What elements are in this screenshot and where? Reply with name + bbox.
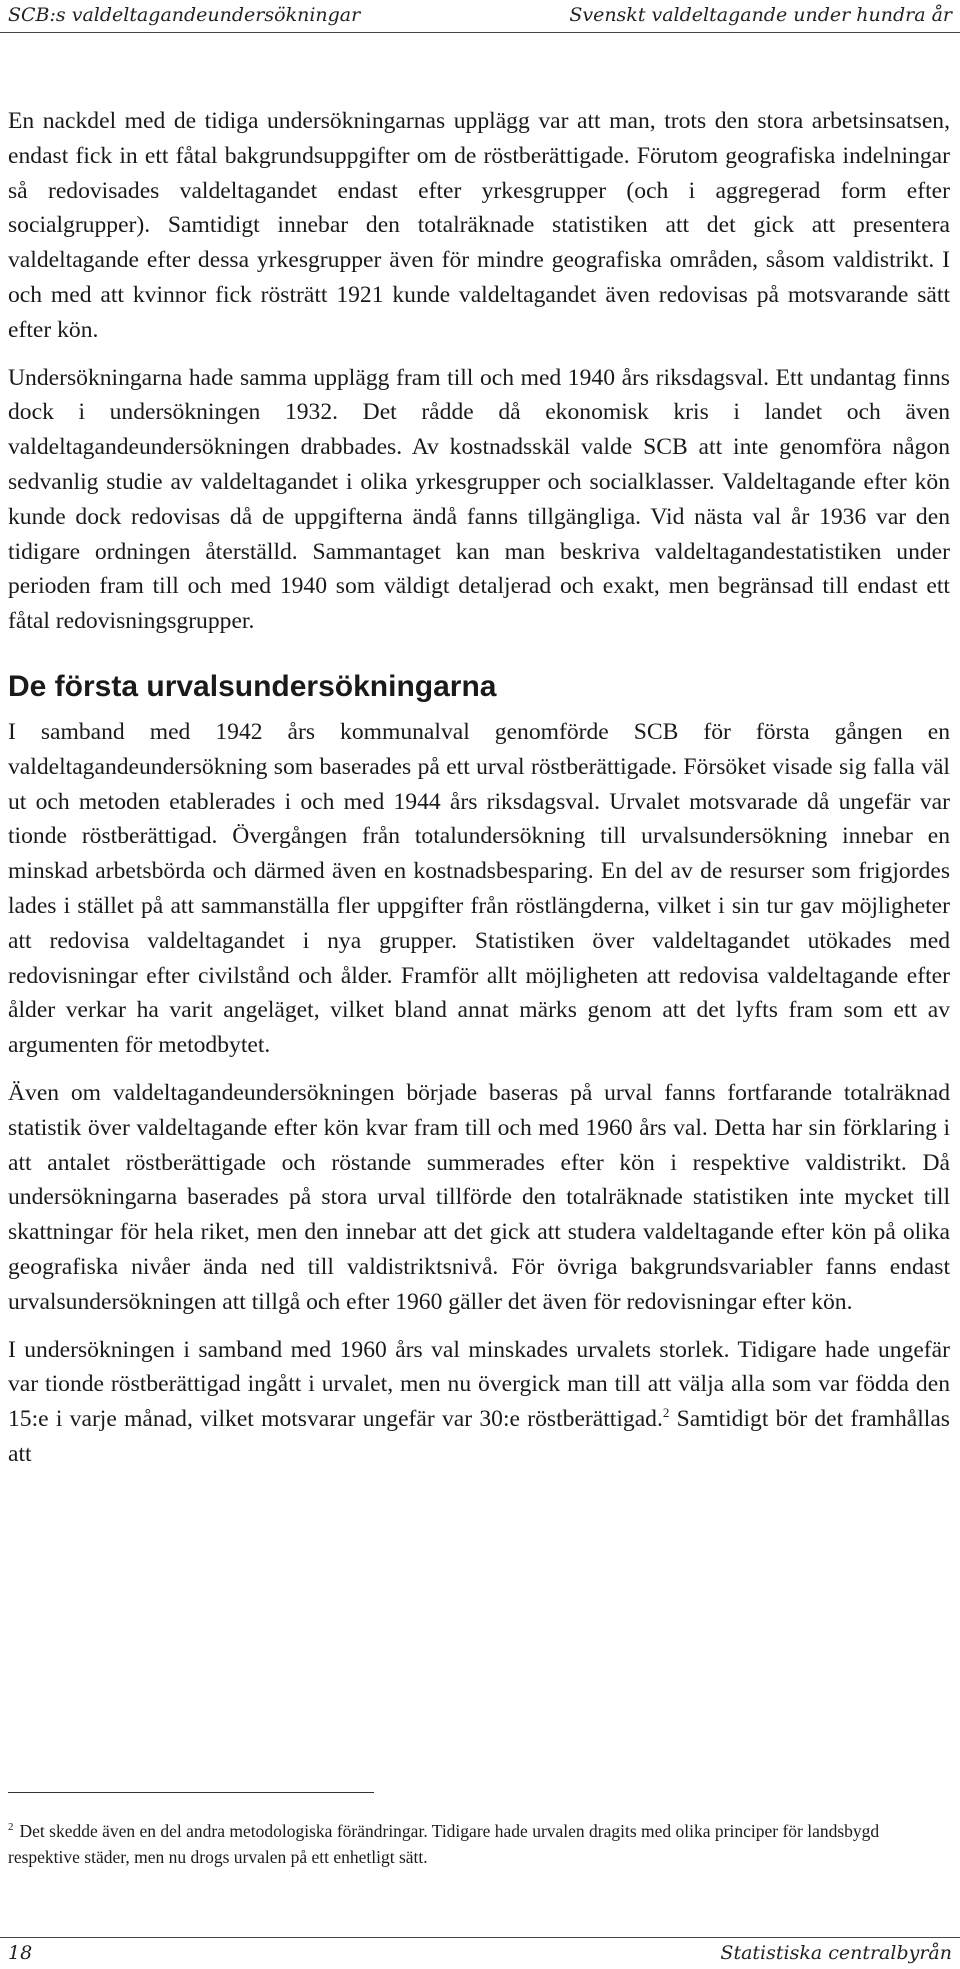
page-number: 18 [8, 1942, 33, 1964]
paragraph-3: I samband med 1942 års kommunalval genomförde SCB för första gången en valdeltagandeundersökning som baserades på ett urval röstberättigade. Försöket visade sig falla väl ut och metoden etablerades i och med 1944 års riksdagsval. Urvalet motsvarade då ungefär var tionde röstberättigad. Övergången från totalundersökning till urvalsundersökning innebar en minskad arbetsbörda och därmed även en kostnadsbesparing. En del av de resurser som frigjordes lades i stället på att sammanställa fler uppgifter från röstlängderna, vilket i sin tur gav möjligheter att redovisa valdeltagandet i nya grupper. Statistiken över valdeltagandet utökades med redovisningar efter civilstånd och ålder. Framför allt möjligheten att redovisa valdeltagande efter ålder verkar ha varit angeläget, vilket bland annat märks genom att det lyfts fram som ett av argumenten för metodbytet. [8, 718, 950, 1059]
body-text [8, 104, 950, 1485]
paragraph-2: Undersökningarna hade samma upplägg fram till och med 1940 års riksdagsval. Ett undantag finns dock i undersökningen 1932. Det rådde då ekonomisk kris i landet och även valdeltagandeundersökningen drabbades. Av kostnadsskäl valde SCB att inte genomföra någon sedvanlig studie av valdeltagandet i olika yrkesgrupper och socialklasser. Valdeltagande efter kön kunde dock redovisas då de uppgifterna ändå fanns tillgängliga. Vid nästa val år 1936 var den tidigare ordningen återställd. Sammantaget kan man beskriva valdeltagandestatistiken under perioden fram till och med 1940 som väldigt detaljerad och exakt, men begränsad till endast ett fåtal redovisningsgrupper. [8, 364, 950, 635]
footnote-number: 2 [8, 1821, 14, 1834]
header-left-title: SCB:s valdeltagandeundersökningar [8, 4, 361, 26]
header-rule [0, 32, 960, 33]
footnote-text: Det skedde även en del andra metodologiska förändringar. Tidigare hade urvalen dragits med olika principer för landsbygd respektive städer, men nu drogs urvalen på ett enhetligt sätt. [8, 1821, 880, 1867]
paragraph-5-text: I undersökningen i samband med 1960 års val minskades urvalets storlek. Tidigare hade ungefär var tionde röstberättigad ingått i urvalet, men nu övergick man till att välja alla som var födda den 15:e i varje månad, vilket motsvarar ungefär var 30:e röstberättigad. [8, 1336, 950, 1433]
footnote [8, 1818, 948, 1870]
paragraph-5-continuation: Samtidigt bör det framhållas att [8, 1406, 950, 1467]
paragraph-1: En nackdel med de tidiga undersökningarnas upplägg var att man, trots den stora arbetsinsatsen, endast fick in ett fåtal bakgrundsuppgifter om de röstberättigade. Förutom geografiska indelningar så redovisades valdeltagandet endast efter yrkesgrupper (och i aggregerad form efter socialgrupper). Samtidigt innebar den totalräknade statistiken att det gick att presentera valdeltagande efter dessa yrkesgrupper även för mindre geografiska områden, såsom valdistrikt. I och med att kvinnor fick rösträtt 1921 kunde valdeltagandet även redovisas på motsvarande sätt efter kön. [8, 108, 950, 343]
section-heading: De första urvalsundersökningarna [8, 669, 497, 703]
running-header [8, 0, 952, 30]
page-footer [8, 1939, 952, 1967]
footnote-reference[interactable]: 2 [662, 1405, 670, 1421]
publisher-name: Statistiska centralbyrån [720, 1942, 952, 1964]
footnote-rule [8, 1792, 374, 1793]
header-right-title: Svenskt valdeltagande under hundra år [569, 4, 952, 26]
paragraph-4: Även om valdeltagandeundersökningen började baseras på urval fanns fortfarande totalräknad statistik över valdeltagande efter kön kvar fram till och med 1960 års val. Detta har sin förklaring i att antalet röstberättigade och röstande summerades efter kön i respektive valdistrikt. Då undersökningarna baserades på stora urval tillförde den totalräknade statistiken inte mycket till skattningar för hela riket, men den innebar att det gick att studera valdeltagande efter kön på olika geografiska nivåer ända ned till valdistriktsnivå. För övriga bakgrundsvariabler fanns endast urvalsundersökningen att tillgå och efter 1960 gäller det även för redovisningar efter kön. [8, 1079, 950, 1315]
paragraph-5 [8, 1333, 950, 1472]
footer-rule [0, 1937, 960, 1938]
